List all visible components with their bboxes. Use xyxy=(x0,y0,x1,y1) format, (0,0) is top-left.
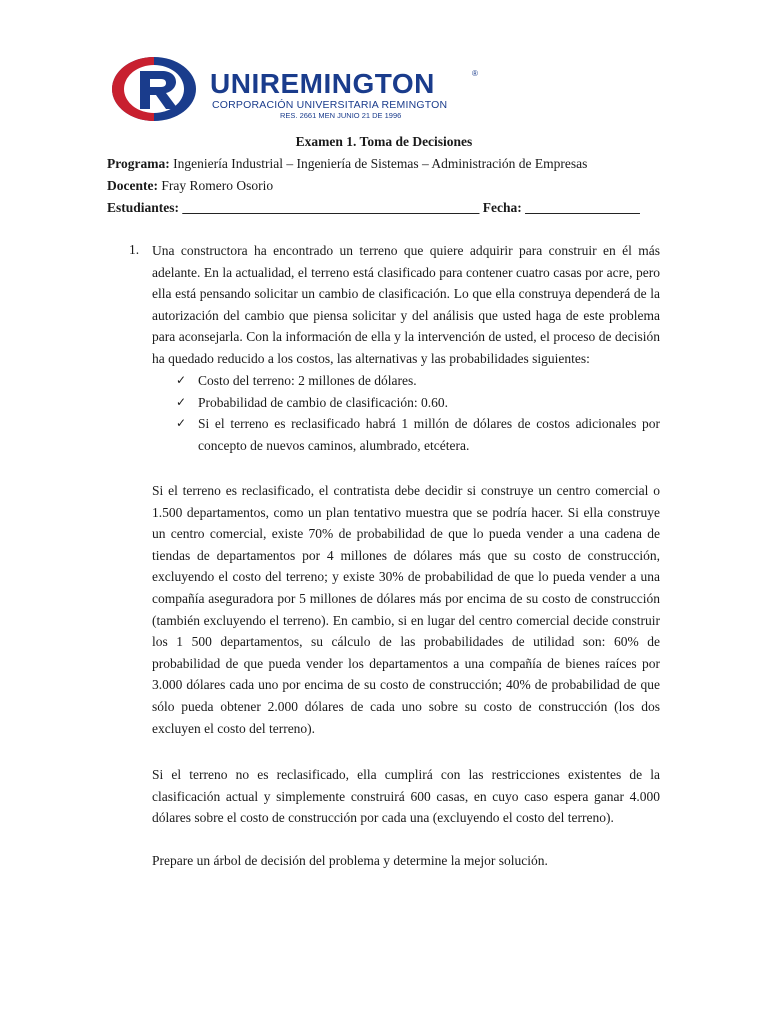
check-icon: ✓ xyxy=(176,373,187,387)
estudiantes-line xyxy=(107,200,640,216)
programa-line xyxy=(107,156,587,172)
question-intro: Una constructora ha encontrado un terreno que quiere adquirir para construir en él más adelante. En la actualidad, el terreno está clasificado para contener cuatro casas por acre, pero ella está pensando solicitar un cambio de clasificación. Lo que ella construya dependerá de la autorización del cambio que piensa solicitar y del análisis que usted haga de este problema para aconsejarla. Con la información de ella y la intervención de usted, el proceso de decisión ha quedado reducido a los costos, las alternativas y las probabilidades siguientes: xyxy=(152,243,660,366)
instruction: Prepare un árbol de decisión del problema y determine la mejor solución. xyxy=(152,853,548,868)
list-item xyxy=(176,392,660,414)
registered-mark: ® xyxy=(472,69,478,78)
exam-title: Examen 1. Toma de Decisiones xyxy=(295,134,473,149)
list-item-text: Si el terreno es reclasificado habrá 1 millón de dólares de costos adicionales por concepto de nuevos caminos, alumbrado, etcétera. xyxy=(198,416,660,453)
programa-label: Programa: xyxy=(107,156,170,171)
docente-value: Fray Romero Osorio xyxy=(157,178,274,193)
list-item-text: Costo del terreno: 2 millones de dólares. xyxy=(198,373,417,388)
check-icon: ✓ xyxy=(176,394,187,409)
list-item xyxy=(176,370,660,392)
estudiantes-label: Estudiantes: xyxy=(107,200,180,215)
fecha-label: Fecha: xyxy=(479,200,522,215)
logo-subtitle: CORPORACIÓN UNIVERSITARIA REMINGTON xyxy=(212,99,448,111)
check-icon: ✓ xyxy=(176,416,187,431)
logo-resolution: RES. 2661 MEN JUNIO 21 DE 1996 xyxy=(280,111,402,120)
question-number: 1. xyxy=(129,242,140,257)
estudiantes-blank: ____________________________________________ xyxy=(179,200,480,215)
docente-line xyxy=(107,178,273,194)
list-item-text: Probabilidad de cambio de clasificación: 0.60. xyxy=(198,394,449,410)
uniremington-logo xyxy=(110,55,490,125)
fecha-blank: _________________ xyxy=(521,200,640,215)
paragraph-not-reclassified: Si el terreno no es reclasificado, ella cumplirá con las restricciones existentes de la clasificación actual y simplemente construirá 600 casas, en cuyo caso espera ganar 4.000 dólares sobre el costo de construcción por cada una (excluyendo el costo del terreno). xyxy=(152,767,660,826)
programa-value: Ingeniería Industrial – Ingeniería de Sistemas – Administración de Empresas xyxy=(169,156,588,171)
logo-name: UNIREMINGTON xyxy=(210,68,435,99)
conditions-list xyxy=(176,370,660,456)
list-item xyxy=(176,413,660,456)
paragraph-reclassified: Si el terreno es reclasificado, el contratista debe decidir si construye un centro comercial o 1.500 departamentos, como un plan tentativo muestra que se podría hacer. Si ella construye un centro comercial, existe 70% de probabilidad de que lo pueda vender a una cadena de tiendas de departamentos por 4 millones de dólares más que su costo de construcción, excluyendo el costo del terreno; y existe 30% de probabilidad de que lo pueda vender a una compañía aseguradora por 5 millones de dólares más por encima de su costo de construcción (también excluyendo el terreno). En cambio, si en lugar del centro comercial decide construir los 1 500 departamentos, su cálculo de las probabilidades de utilidad son: 60% de probabilidad de que pueda vender los departamentos a una compañía de bienes raíces por 3.000 dólares cada uno por encima de su costo de construcción; 40% de probabilidad de que sólo pueda obtener 2.000 dólares de cada uno sobre su costo de construcción (los dos excluyen el costo del terreno). xyxy=(152,483,660,736)
docente-label: Docente: xyxy=(107,178,158,193)
r-emblem-icon xyxy=(110,55,198,123)
